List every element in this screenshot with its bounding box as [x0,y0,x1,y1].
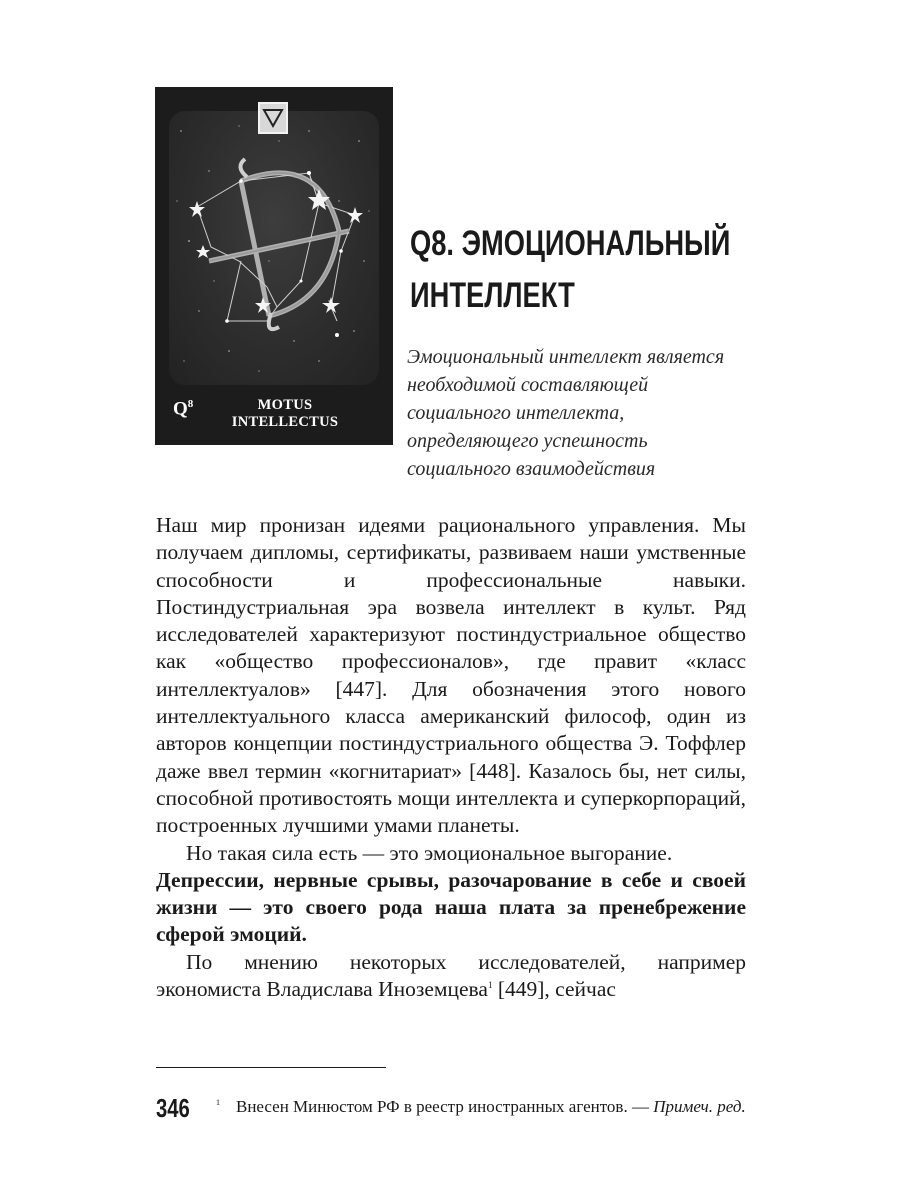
page-number: 346 [156,1093,190,1123]
sagittarius-constellation-icon [169,111,379,385]
zodiac-card [155,87,393,445]
chapter-heading [410,218,731,322]
footnote [216,1094,751,1120]
card-title [210,397,360,431]
footnote-text: Внесен Минюстом РФ в реестр иностранных агентов. — [236,1097,654,1116]
card-q-label: $Q^8$ [173,398,194,420]
footnote-mark: 1 [216,1098,220,1108]
paragraph: Наш мир пронизан идеями рационального управления. Мы получаем дипломы, сертификаты, развиваем наши умственные способности и профессиональные навыки. Постиндустриальная эра возвела интеллект в культ. Ряд исследователей характеризуют постиндустриальное общество как «общество профессионалов», где правит «класс интеллектуалов» [447]. Для обозначения этого нового интеллектуального класса американский философ, один из авторов концепции постиндустриального общества Э. Тоффлер даже ввел термин «когнитариат» [448]. Казалось бы, нет силы, способной противостоять мощи интеллекта и суперкорпораций, построенных лучшими умами планеты. [156,513,746,838]
paragraph: По мнению некоторых исследователей, например экономиста Владислава Иноземцева$^1$ [449], сейчас [156,949,746,1002]
epigraph: Эмоциональный интеллект является необходимой составляющей социального интеллекта, определяющего успешность социального взаимодействия [407,346,725,480]
card-title-line2: INTELLECTUS [231,414,339,430]
footnote-divider [156,1067,386,1068]
down-triangle-icon [260,104,286,132]
constellation-illustration [169,111,379,385]
paragraph: Но такая сила есть — это эмоциональное выгорание. [186,840,673,865]
footnote-editor-note: Примеч. ред. [653,1097,746,1116]
main-text [156,512,746,1003]
chapter-heading-line1: Q8. ЭМОЦИОНАЛЬНЫЙ [410,224,731,263]
card-symbol-badge [258,102,288,134]
card-title-line1: MOTUS [257,397,313,413]
footnote-reference[interactable]: 1 [487,979,493,990]
chapter-heading-line2: ИНТЕЛЛЕКТ [410,276,575,315]
bold-paragraph: Депрессии, нервные срывы, разочарование в себе и своей жизни — это своего рода наша плата за пренебрежение сферой эмоций. [156,867,746,947]
